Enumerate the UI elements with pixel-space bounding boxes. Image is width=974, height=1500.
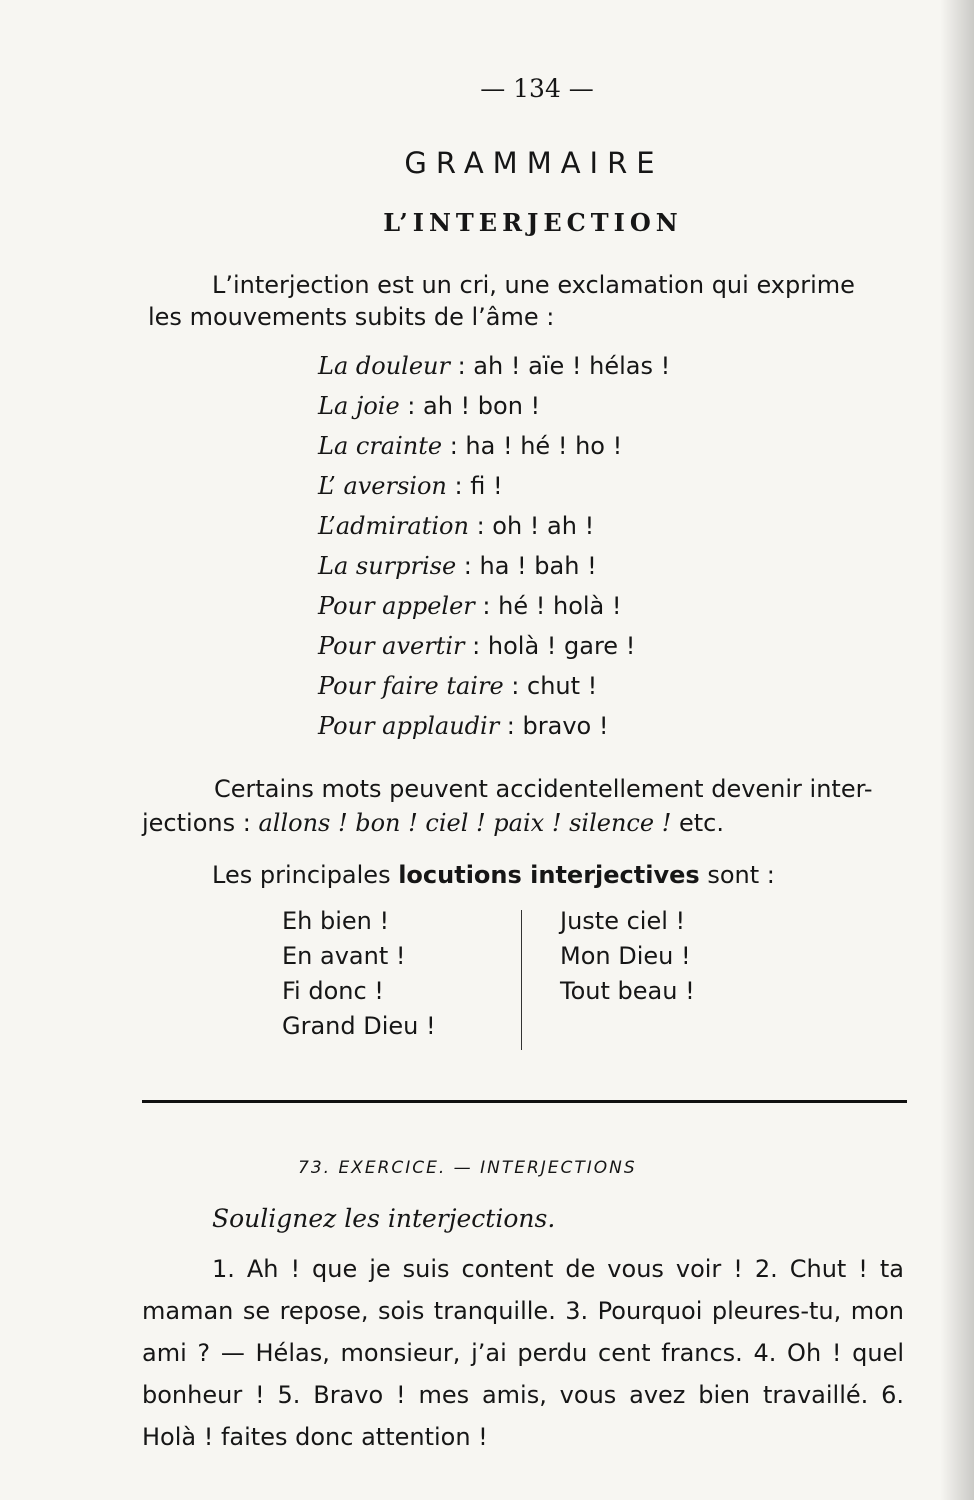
example-row: Pour appeler : hé ! holà ! [318, 592, 622, 620]
exercise-title: 73. EXERCICE. — INTERJECTIONS [298, 1158, 637, 1178]
section-divider [142, 1100, 907, 1103]
locutions-left-column [282, 904, 436, 1044]
example-row: La surprise : ha ! bah ! [318, 552, 597, 580]
lesson-title: L’INTERJECTION [383, 208, 683, 237]
locution-item: Juste ciel ! [560, 907, 686, 935]
locution-item: Grand Dieu ! [282, 1012, 436, 1040]
definition-line-1: L’interjection est un cri, une exclamation qui exprime [212, 271, 855, 299]
locution-item: Mon Dieu ! [560, 942, 691, 970]
locutions-intro: Les principales locutions interjectives sont : [212, 861, 775, 889]
accidental-line-2: jections : allons ! bon ! ciel ! paix ! silence ! etc. [142, 809, 724, 837]
example-row: La douleur : ah ! aïe ! hélas ! [318, 352, 671, 380]
locution-item: Eh bien ! [282, 907, 390, 935]
example-row: La joie : ah ! bon ! [318, 392, 541, 420]
example-row: Pour faire taire : chut ! [318, 672, 598, 700]
examples-list [318, 346, 670, 746]
section-title: GRAMMAIRE [404, 146, 664, 180]
example-row: L’admiration : oh ! ah ! [318, 512, 595, 540]
example-row: L’ aversion : fi ! [318, 472, 503, 500]
column-divider [521, 910, 522, 1050]
locution-item: En avant ! [282, 942, 406, 970]
locution-item: Tout beau ! [560, 977, 695, 1005]
locution-item: Fi donc ! [282, 977, 384, 1005]
definition-line-2: les mouvements subits de l’âme : [148, 303, 555, 331]
page-number: — 134 — [480, 74, 594, 103]
example-row: Pour applaudir : bravo ! [318, 712, 609, 740]
example-row: La crainte : ha ! hé ! ho ! [318, 432, 623, 460]
exercise-text: 1. Ah ! que je suis content de vous voir ! 2. Chut ! ta maman se repose, sois tranquille. 3. Pourquoi pleures-tu, mon ami ? — Hélas, monsieur, j’ai perdu cent francs. 4. Oh ! quel bonheur ! 5. Bravo ! mes amis, vous avez bien travaillé. 6. Holà ! faites donc attention ! [142, 1255, 904, 1451]
locutions-right-column [560, 904, 695, 1009]
example-row: Pour avertir : holà ! gare ! [318, 632, 636, 660]
exercise-instruction: Soulignez les interjections. [212, 1204, 556, 1233]
accidental-line-1: Certains mots peuvent accidentellement devenir inter- [214, 775, 873, 803]
